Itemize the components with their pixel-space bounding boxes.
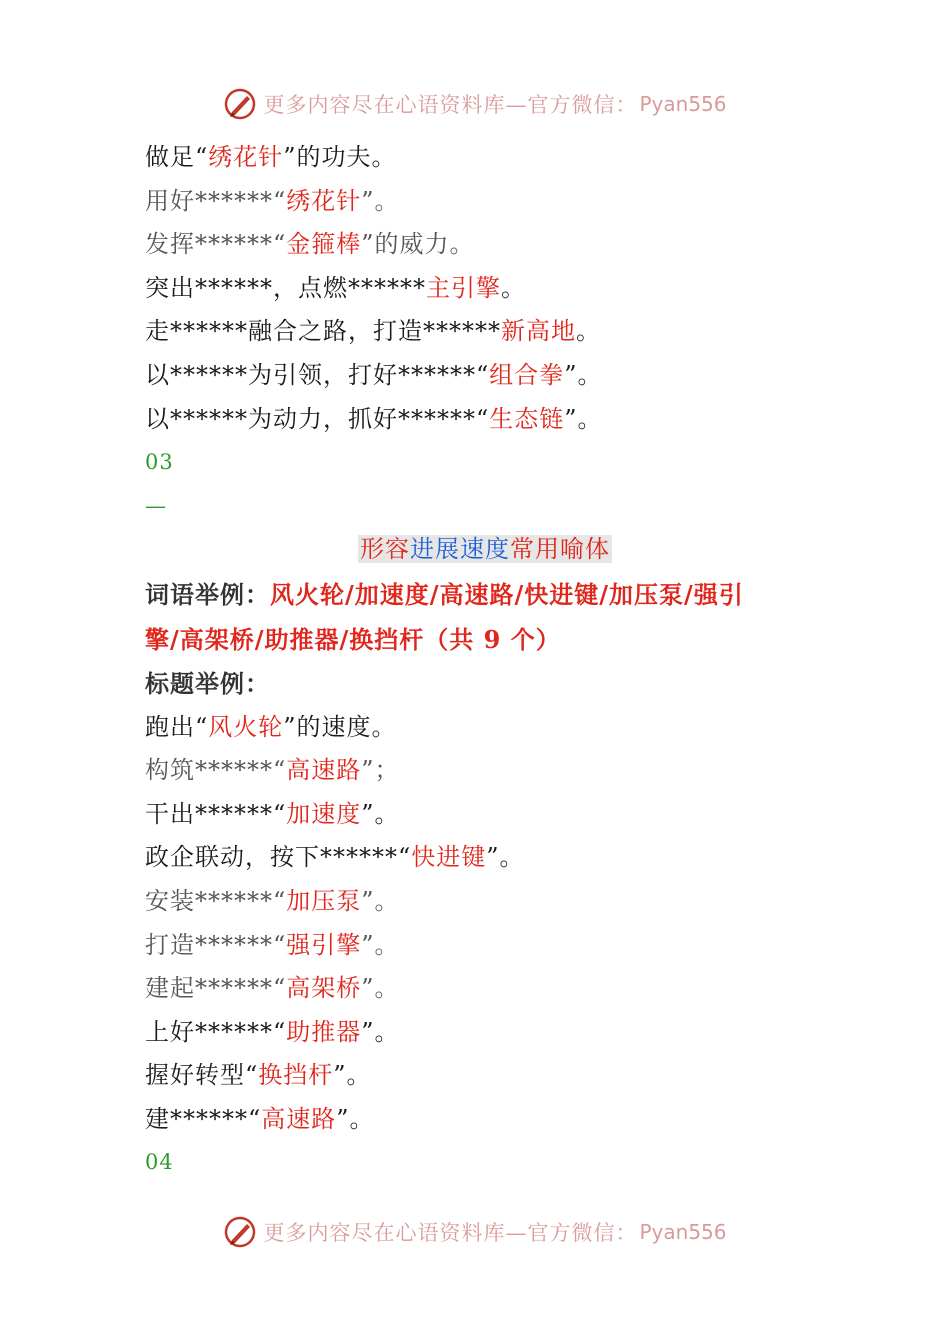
document-body xyxy=(145,136,825,1185)
words-label: 词语举例： xyxy=(145,579,270,609)
banner-text: 更多内容尽在心语资料库—官方微信： xyxy=(263,1221,638,1245)
text-line: 安装******“加压泵”。 xyxy=(145,886,400,915)
text-line: 构筑******“高速路”； xyxy=(145,756,400,785)
text-line: 干出******“加速度”。 xyxy=(145,799,400,828)
header-banner xyxy=(0,84,950,124)
text-line: 以******为动力，抓好******“生态链”。 xyxy=(145,404,603,433)
text-line: 建******“高速路”。 xyxy=(145,1104,375,1133)
banner-wechat-id: Pyan556 xyxy=(639,92,727,116)
text-line: 打造******“强引擎”。 xyxy=(145,930,400,959)
banner-wechat-id: Pyan556 xyxy=(639,1220,727,1244)
section-number: 04 xyxy=(145,1150,174,1175)
text-line: 上好******“助推器”。 xyxy=(145,1017,400,1046)
text-line: 突出******，点燃******主引擎。 xyxy=(145,273,526,302)
words-example-line: 擎/高架桥/助推器/换挡杆（共 9 个） xyxy=(145,624,561,654)
pen-logo-icon xyxy=(223,1215,257,1249)
text-line: 用好******“绣花针”。 xyxy=(145,186,400,215)
section-heading: 形容进展速度常用喻体 xyxy=(360,535,610,564)
text-line: 以******为引领，打好******“组合拳”。 xyxy=(145,360,603,389)
words-example-line: 词语举例：风火轮/加速度/高速路/快进键/加压泵/强引 xyxy=(145,579,744,609)
text-line: 走******融合之路，打造******新高地。 xyxy=(145,317,601,346)
titles-label: 标题举例： xyxy=(145,668,270,698)
text-line: 政企联动，按下******“快进键”。 xyxy=(145,843,525,872)
text-line: 跑出“风火轮”的速度。 xyxy=(145,712,397,741)
text-line: 握好转型“换挡杆”。 xyxy=(145,1061,372,1090)
text-line: 做足“绣花针”的功夫。 xyxy=(145,143,397,171)
text-line: 发挥******“金箍棒”的威力。 xyxy=(145,230,475,259)
text-line: 建起******“高架桥”。 xyxy=(145,974,400,1003)
section-dash: — xyxy=(145,493,167,518)
section-number: 03 xyxy=(145,450,174,475)
pen-logo-icon xyxy=(223,87,257,121)
footer-banner xyxy=(0,1212,950,1252)
banner-text: 更多内容尽在心语资料库—官方微信： xyxy=(263,93,638,117)
